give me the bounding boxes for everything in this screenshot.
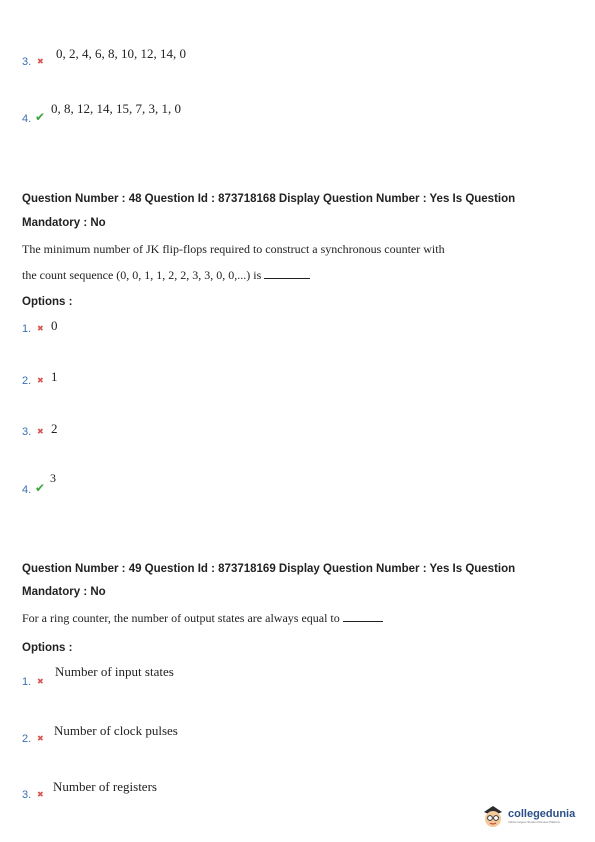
option-number: 3. — [22, 789, 32, 801]
wrong-mark-icon: ✖ — [37, 677, 44, 686]
options-label: Options : — [22, 296, 73, 308]
logo-tagline: India's largest Student Review Platform — [508, 820, 561, 824]
option-text: 3 — [50, 471, 56, 485]
wrong-mark-icon: ✖ — [37, 324, 44, 333]
question-text: The minimum number of JK flip-flops required to construct a synchronous counter with — [22, 242, 445, 256]
wrong-mark-icon: ✖ — [37, 427, 44, 436]
answer-blank — [264, 268, 310, 279]
question-header: Question Number : 49 Question Id : 873718169 Display Question Number : Yes Is Question — [22, 563, 516, 575]
option-number: 3. — [22, 56, 32, 68]
question-text-line: the count sequence (0, 0, 1, 1, 2, 2, 3, 3, 0, 0,...) is — [22, 268, 262, 282]
option-text: 0 — [51, 318, 58, 333]
option-text: 1 — [51, 369, 58, 384]
wrong-mark-icon: ✖ — [37, 790, 44, 799]
option-text: 0, 8, 12, 14, 15, 7, 3, 1, 0 — [51, 101, 181, 116]
option-text: Number of registers — [53, 779, 157, 794]
options-label: Options : — [22, 642, 73, 654]
answer-blank — [343, 611, 383, 622]
option-number: 3. — [22, 426, 32, 438]
question-header-mandatory: Mandatory : No — [22, 217, 106, 229]
question-header: Question Number : 48 Question Id : 873718168 Display Question Number : Yes Is Question — [22, 193, 516, 205]
option-number: 2. — [22, 733, 32, 745]
question-header-mandatory: Mandatory : No — [22, 586, 106, 598]
question-text — [22, 611, 383, 626]
option-number: 2. — [22, 375, 32, 387]
wrong-mark-icon: ✖ — [37, 57, 44, 66]
question-text-line: For a ring counter, the number of output states are always equal to — [22, 611, 340, 625]
mascot-icon — [480, 802, 506, 830]
option-number: 4. — [22, 484, 32, 496]
option-text: 2 — [51, 421, 58, 436]
option-text: Number of clock pulses — [54, 723, 178, 738]
wrong-mark-icon: ✖ — [37, 734, 44, 743]
option-text: 0, 2, 4, 6, 8, 10, 12, 14, 0 — [56, 46, 186, 61]
correct-check-icon: ✔ — [35, 110, 46, 124]
correct-check-icon: ✔ — [35, 481, 46, 495]
option-number: 1. — [22, 676, 32, 688]
collegedunia-logo — [480, 802, 575, 830]
wrong-mark-icon: ✖ — [37, 376, 44, 385]
option-number: 4. — [22, 113, 32, 125]
option-text: Number of input states — [55, 664, 174, 679]
option-number: 1. — [22, 323, 32, 335]
logo-brand-text: collegedunia — [508, 808, 576, 820]
question-text — [22, 268, 310, 283]
